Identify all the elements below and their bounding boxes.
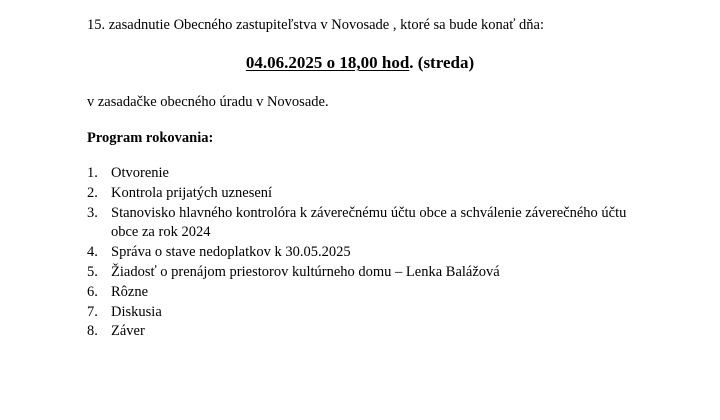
meeting-weekday: (streda) [413,53,475,72]
meeting-date-line [0,52,720,74]
agenda-item [87,164,626,184]
agenda-item-text: Stanovisko hlavného kontrolóra k záverečnému účtu obce a schválenie záverečného účtu [111,204,627,221]
meeting-intro: 15. zasadnutie Obecného zastupiteľstva v Novosade , ktoré sa bude konať dňa: [87,17,545,33]
program-heading: Program rokovania: [87,130,214,146]
meeting-place: v zasadačke obecného úradu v Novosade. [87,94,329,110]
agenda-item-text: Rôzne [111,283,149,300]
agenda-item-text-continued: obce za rok 2024 [111,224,211,241]
agenda-item [87,322,626,342]
agenda-item-number: 6. [87,283,98,300]
agenda-item-number: 4. [87,244,98,261]
agenda-item-number: 3. [87,204,98,221]
agenda-item [87,243,626,263]
agenda-item-text: Diskusia [111,303,162,320]
agenda-item [87,283,626,303]
agenda-item-text: Žiadosť o prenájom priestorov kultúrneho domu – Lenka Balážová [111,263,500,280]
agenda-item [87,303,626,323]
agenda-item-text: Záver [111,323,145,340]
agenda-item-text: Kontrola prijatých uznesení [111,184,273,201]
agenda-item-text: Správa o stave nedoplatkov k 30.05.2025 [111,244,351,261]
agenda-list [87,164,626,342]
agenda-item [87,263,626,283]
agenda-item [87,184,626,204]
agenda-item-number: 1. [87,165,98,181]
agenda-item [87,204,626,244]
agenda-item-number: 7. [87,303,98,320]
agenda-item-text-block [111,204,626,244]
date-period: . [409,53,414,72]
meeting-date-time: 04.06.2025 o 18,00 hod [245,53,410,72]
agenda-item-text: Otvorenie [111,165,169,181]
agenda-item-number: 5. [87,263,98,280]
agenda-item-number: 2. [87,184,98,201]
agenda-item-number: 8. [87,323,98,340]
